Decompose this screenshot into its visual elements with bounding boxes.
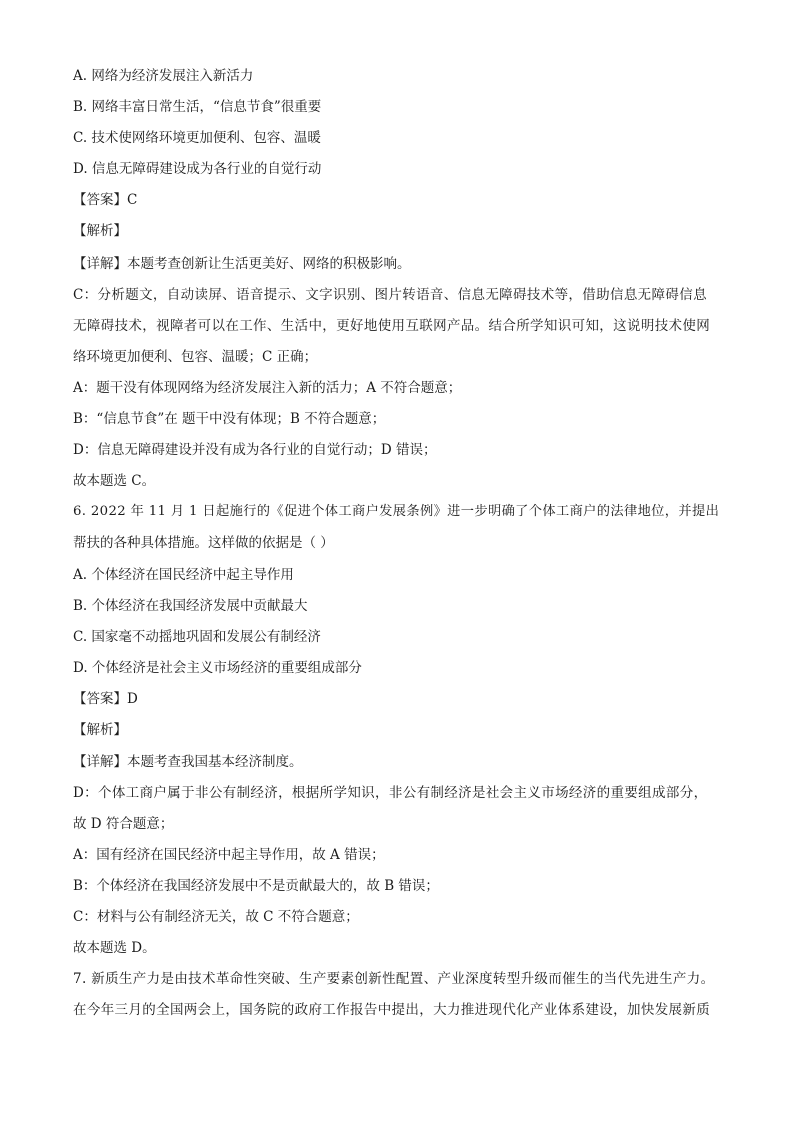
q5-a-explanation: A：题干没有体现网络为经济发展注入新的活力；A 不符合题意； — [73, 380, 462, 396]
q7-stem-line1: 7. 新质生产力是由技术革命性突破、生产要素创新性配置、产业深度转型升级而催生的当代先进生产力。 — [73, 971, 715, 987]
q7-stem-line2: 在今年三月的全国两会上，国务院的政府工作报告中提出，大力推进现代化产业体系建设，加快发展新质 — [73, 1002, 711, 1018]
q5-option-c: C. 技术使网络环境更加便利、包容、温暖 — [73, 130, 321, 146]
q5-detail: 【详解】本题考查创新让生活更美好、网络的积极影响。 — [73, 256, 411, 272]
q6-detail: 【详解】本题考查我国基本经济制度。 — [73, 754, 303, 770]
q6-option-c: C. 国家毫不动摇地巩固和发展公有制经济 — [73, 629, 321, 645]
q5-option-a: A. 网络为经济发展注入新活力 — [73, 68, 254, 84]
q5-b-explanation: B：“信息节食”在 题干中没有体现；B 不符合题意； — [73, 411, 386, 427]
q6-stem-line1: 6. 2022 年 11 月 1 日起施行的《促进个体工商户发展条例》进一步明确了个体工商户的法律地位，并提出 — [73, 504, 720, 519]
q5-c-explanation-line1: C：分析题文，自动读屏、语音提示、文字识别、图片转语音、信息无障碍技术等，借助信息无障碍信息 — [73, 287, 707, 303]
q6-option-a: A. 个体经济在国民经济中起主导作用 — [73, 567, 294, 583]
q5-c-explanation-line3: 络环境更加便利、包容、温暖；C 正确； — [73, 349, 318, 365]
q6-a-explanation: A：国有经济在国民经济中起主导作用，故 A 错误； — [73, 847, 385, 863]
q5-option-b: B. 网络丰富日常生活，“信息节食”很重要 — [73, 99, 322, 115]
q5-c-explanation-line2: 无障碍技术，视障者可以在工作、生活中，更好地使用互联网产品。结合所学知识可知，这说明技术使网 — [73, 318, 711, 334]
q6-d-explanation-line1: D：个体工商户属于非公有制经济，根据所学知识，非公有制经济是社会主义市场经济的重要组成部分， — [73, 785, 708, 801]
q6-analysis-title: 【解析】 — [73, 722, 127, 738]
q6-option-d: D. 个体经济是社会主义市场经济的重要组成部分 — [73, 660, 362, 676]
q5-option-d: D. 信息无障碍建设成为各行业的自觉行动 — [73, 161, 322, 177]
q5-conclusion: 故本题选 C。 — [73, 473, 156, 489]
q5-analysis-title: 【解析】 — [73, 223, 127, 239]
q6-option-b: B. 个体经济在我国经济发展中贡献最大 — [73, 598, 308, 614]
q6-answer: 【答案】D — [73, 691, 138, 707]
q6-b-explanation: B：个体经济在我国经济发展中不是贡献最大的，故 B 错误； — [73, 878, 439, 894]
q5-answer: 【答案】C — [73, 192, 138, 208]
q5-d-explanation: D：信息无障碍建设并没有成为各行业的自觉行动；D 错误； — [73, 442, 437, 458]
q6-stem-line2: 帮扶的各种具体措施。这样做的依据是（ ） — [73, 535, 334, 551]
q6-d-explanation-line2: 故 D 符合题意； — [73, 816, 174, 832]
q6-c-explanation: C：材料与公有制经济无关，故 C 不符合题意； — [73, 909, 359, 925]
q6-conclusion: 故本题选 D。 — [73, 940, 156, 956]
